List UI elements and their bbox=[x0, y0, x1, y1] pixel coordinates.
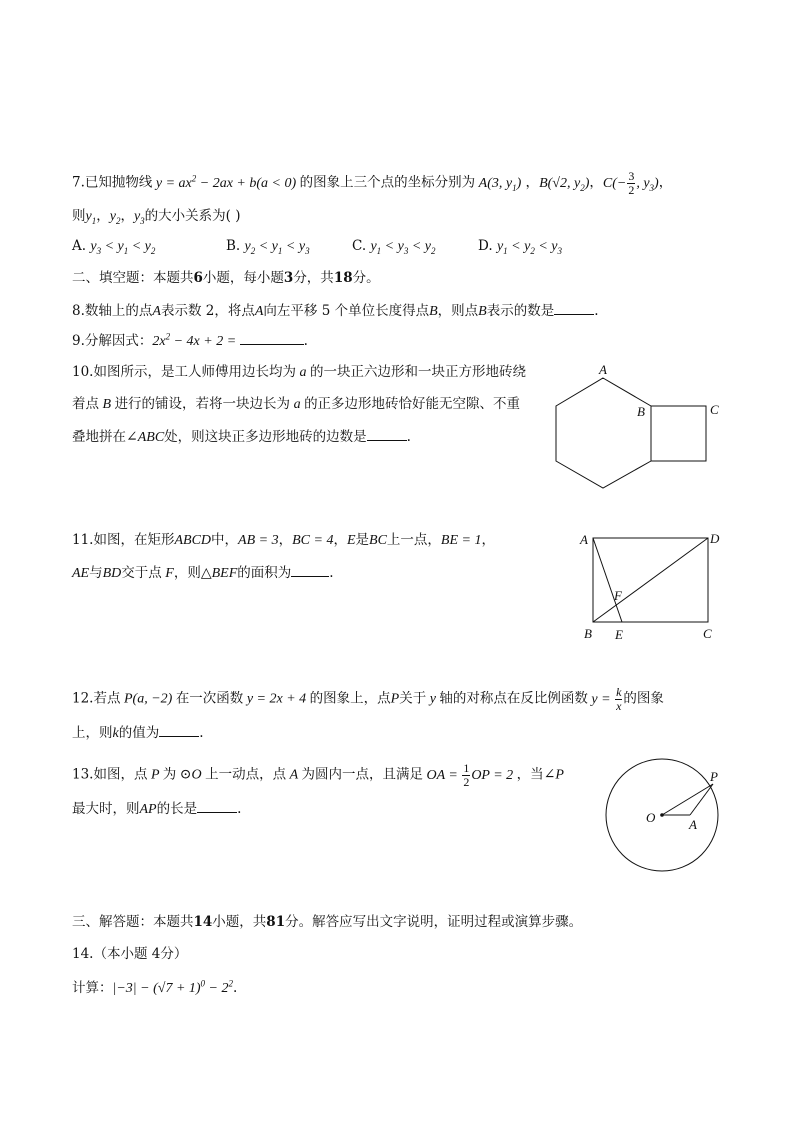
label-f: F bbox=[614, 588, 622, 603]
q8-answer-blank[interactable] bbox=[554, 300, 594, 315]
label-c: C bbox=[703, 626, 712, 641]
q11-line2: AE与BD交于点 F，则△BEF的面积为 . bbox=[72, 562, 334, 584]
q11-line1: 11.如图，在矩形ABCD中，AB = 3，BC = 4，E是BC上一点，BE = 1， bbox=[72, 532, 495, 548]
q13-line1: 13.如图，点 P 为 ⊙O 上一动点，点 A 为圆内一点，且满足 OA = $\frac{1}{2}$ OP = 2 ，当∠P bbox=[72, 761, 564, 789]
label-e: E bbox=[615, 627, 623, 642]
q14-header: 14.（本小题 4分） bbox=[72, 946, 188, 962]
q10-line3: 叠地拼在∠ABC处，则这块正多边形地砖的边数是 . bbox=[72, 426, 411, 448]
q7-parabola-formula: $y = ax^2 - 2ax + b(a < 0)$ bbox=[152, 173, 300, 191]
label-d: D bbox=[710, 531, 720, 546]
q7-option-b[interactable]: B. $y_2 < y_1 < y_3$ bbox=[226, 238, 310, 256]
q9-answer-blank[interactable] bbox=[240, 330, 304, 345]
q10-answer-blank[interactable] bbox=[367, 426, 407, 441]
label-a: A bbox=[580, 532, 588, 547]
q13-answer-blank[interactable] bbox=[197, 798, 237, 813]
q7-point-b: B(√2, $y_2$) bbox=[539, 175, 590, 193]
hexagon-tile bbox=[556, 378, 651, 488]
segment-ae bbox=[593, 538, 622, 622]
label-p: P bbox=[710, 769, 718, 784]
section-2-header: 二、填空题：本题共6小题，每小题3分，共18分。 bbox=[72, 270, 380, 286]
section-3-header: 三、解答题：本题共14小题，共81分。解答应写出文字说明，证明过程或演算步骤。 bbox=[72, 914, 583, 930]
q7-point-a: A(3, $y_1$) bbox=[475, 175, 522, 193]
q7-line2: 则$y_1$，$y_2$，$y_3$的大小关系为( ) bbox=[72, 208, 241, 226]
q12-line1: 12.若点 P(a, −2) 在一次函数 y = 2x + 4 的图象上，点P关于 y 轴的对称点在反比例函数 y = $\frac{k}{x}$ 的图象 bbox=[72, 685, 664, 713]
q9: 9.分解因式：$2x^2 - 4x + 2$ = . bbox=[72, 331, 308, 349]
q7-option-c[interactable]: C. $y_1 < y_3 < y_2$ bbox=[352, 238, 436, 256]
segment-bd bbox=[593, 538, 708, 622]
q13-figure bbox=[596, 750, 736, 880]
q12-line2: 上，则k的值为 . bbox=[72, 722, 204, 744]
label-o: O bbox=[646, 810, 656, 825]
label-b: B bbox=[584, 626, 592, 641]
center-dot bbox=[660, 813, 664, 817]
q10-line1: 10.如图所示，是工人师傅用边长均为 a 的一块正六边形和一块正方形地砖绕 bbox=[72, 364, 526, 380]
q14-expression: 计算：$|-3| - (√7 + 1)^0 - 2^2$. bbox=[72, 978, 238, 996]
label-a: A bbox=[599, 362, 607, 377]
q12-answer-blank[interactable] bbox=[159, 722, 199, 737]
square-tile bbox=[651, 406, 706, 461]
q10-line2: 着点 B 进行的铺设，若将一块边长为 a 的正多边形地砖恰好能无空隙、不重 bbox=[72, 396, 521, 412]
q13-line2: 最大时，则AP的长是 . bbox=[72, 798, 241, 820]
segment-op bbox=[662, 784, 713, 815]
label-b: B bbox=[637, 404, 645, 419]
q7-option-a[interactable]: A. $y_3 < y_1 < y_2$ bbox=[72, 238, 156, 256]
q11-answer-blank[interactable] bbox=[291, 562, 329, 577]
q11-figure bbox=[576, 528, 726, 646]
q7-line1: 7.已知抛物线 $y = ax^2 - 2ax + b(a < 0)$ 的图象上三个点的坐标分别为 A(3, $y_1$) ，B(√2, $y_2$)，C(− $\frac{3}{2}$ , $y_3$)， bbox=[72, 169, 673, 197]
label-a: A bbox=[689, 817, 697, 832]
q7-option-d[interactable]: D. $y_1 < y_2 < y_3$ bbox=[478, 238, 562, 256]
q10-figure bbox=[548, 360, 728, 495]
segment-ap bbox=[690, 784, 713, 815]
q7-point-c: C(− $\frac{3}{2}$ , $y_3$) bbox=[602, 169, 659, 197]
q8: 8.数轴上的点A表示数 2，将点A向左平移 5 个单位长度得点B，则点B表示的数是 . bbox=[72, 300, 599, 322]
label-c: C bbox=[710, 402, 719, 417]
